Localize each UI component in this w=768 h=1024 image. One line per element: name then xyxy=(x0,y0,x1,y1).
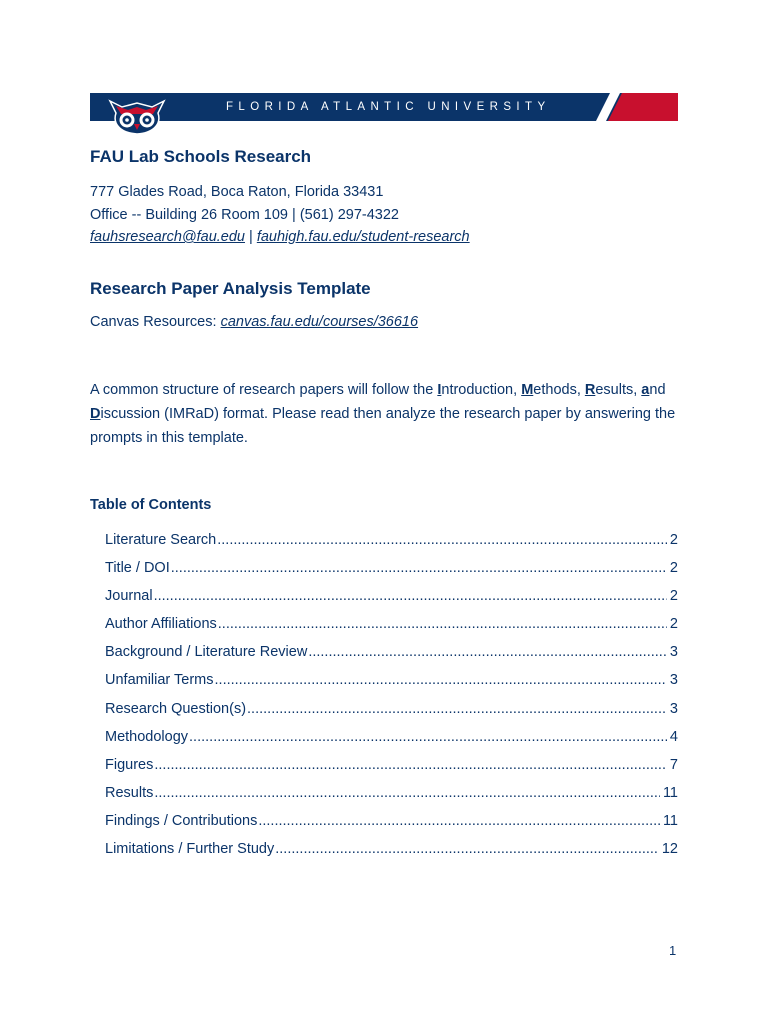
canvas-link[interactable]: canvas.fau.edu/courses/36616 xyxy=(220,314,419,330)
toc-heading: Table of Contents xyxy=(90,497,212,513)
website-link[interactable]: fauhigh.fau.edu/student-research xyxy=(256,229,470,245)
toc-leader xyxy=(171,560,667,576)
toc-leader xyxy=(218,616,667,632)
toc-entry-label: Author Affiliations xyxy=(105,616,217,633)
toc-entry-page: 4 xyxy=(669,728,678,745)
owl-logo-icon xyxy=(106,97,168,135)
intro-text: A common structure of research papers will follow the xyxy=(90,382,438,398)
office-info: Office -- Building 26 Room 109 | (561) 297-4322 xyxy=(90,206,399,223)
toc-entry-page: 2 xyxy=(669,616,678,633)
link-separator: | xyxy=(244,229,257,245)
intro-text: nd xyxy=(649,382,666,398)
toc-entry-page: 2 xyxy=(669,532,678,548)
university-banner xyxy=(90,93,678,121)
toc-leader xyxy=(154,785,660,801)
intro-paragraph xyxy=(90,378,680,450)
toc-entry[interactable] xyxy=(105,644,678,672)
toc-entry[interactable] xyxy=(105,785,678,813)
toc-entry[interactable] xyxy=(105,616,678,644)
intro-text: esults, xyxy=(595,382,642,398)
intro-text: ethods, xyxy=(533,382,585,398)
toc-entry-page: 11 xyxy=(662,812,678,829)
street-address: 777 Glades Road, Boca Raton, Florida 33431 xyxy=(90,184,384,200)
toc-leader xyxy=(275,841,659,857)
imrad-letter-m: M xyxy=(521,382,534,398)
imrad-letter-a: a xyxy=(641,382,650,398)
toc-entry-page: 3 xyxy=(669,644,678,661)
toc-entry-label: Results xyxy=(105,784,154,801)
toc-entry-page: 7 xyxy=(669,756,678,773)
toc-entry-page: 3 xyxy=(669,672,678,689)
toc-leader xyxy=(217,532,667,548)
toc-entry-page: 11 xyxy=(662,784,678,801)
contact-links xyxy=(90,226,470,249)
toc-entry-page: 3 xyxy=(669,700,678,717)
table-of-contents xyxy=(105,532,678,869)
toc-leader xyxy=(154,588,667,604)
template-title: Research Paper Analysis Template xyxy=(90,279,371,298)
toc-entry[interactable] xyxy=(105,729,678,757)
imrad-letter-r: R xyxy=(584,382,596,398)
imrad-letter-d: D xyxy=(90,406,101,422)
toc-entry[interactable] xyxy=(105,672,678,700)
lab-schools-title: FAU Lab Schools Research xyxy=(90,147,312,166)
toc-leader xyxy=(189,729,667,745)
toc-entry[interactable] xyxy=(105,532,678,560)
intro-text: iscussion (IMRaD) format. Please read then analyze the research paper by answering the prompts in this template. xyxy=(90,406,676,446)
toc-entry-label: Limitations / Further Study xyxy=(105,841,275,858)
toc-leader xyxy=(308,644,667,660)
toc-entry[interactable] xyxy=(105,757,678,785)
toc-entry-page: 2 xyxy=(669,588,678,605)
toc-entry[interactable] xyxy=(105,813,678,841)
intro-text: ntroduction, xyxy=(441,382,522,398)
toc-entry-label: Methodology xyxy=(105,728,189,745)
page-number: 1 xyxy=(669,943,677,958)
toc-entry-label: Journal xyxy=(105,588,153,605)
canvas-label: Canvas Resources: xyxy=(90,314,221,330)
toc-entry[interactable] xyxy=(105,588,678,616)
toc-leader xyxy=(247,701,667,717)
toc-entry-label: Title / DOI xyxy=(105,560,170,577)
toc-leader xyxy=(258,813,660,829)
toc-leader xyxy=(154,757,667,773)
toc-entry[interactable] xyxy=(105,701,678,729)
toc-entry-label: Findings / Contributions xyxy=(105,812,258,829)
contact-block xyxy=(90,181,470,249)
toc-entry-label: Background / Literature Review xyxy=(105,644,308,661)
toc-entry-page: 12 xyxy=(661,841,678,858)
toc-entry-page: 2 xyxy=(669,560,678,577)
canvas-resources xyxy=(90,314,418,330)
toc-entry[interactable] xyxy=(105,560,678,588)
toc-entry[interactable] xyxy=(105,841,678,869)
toc-entry-label: Unfamiliar Terms xyxy=(105,672,214,689)
toc-entry-label: Research Question(s) xyxy=(105,700,247,717)
university-name: FLORIDA ATLANTIC UNIVERSITY xyxy=(226,101,551,113)
email-link[interactable]: fauhsresearch@fau.edu xyxy=(90,229,245,245)
toc-leader xyxy=(215,672,667,688)
toc-entry-label: Literature Search xyxy=(105,532,217,548)
imrad-letter-i: I xyxy=(437,382,442,398)
toc-entry-label: Figures xyxy=(105,756,154,773)
